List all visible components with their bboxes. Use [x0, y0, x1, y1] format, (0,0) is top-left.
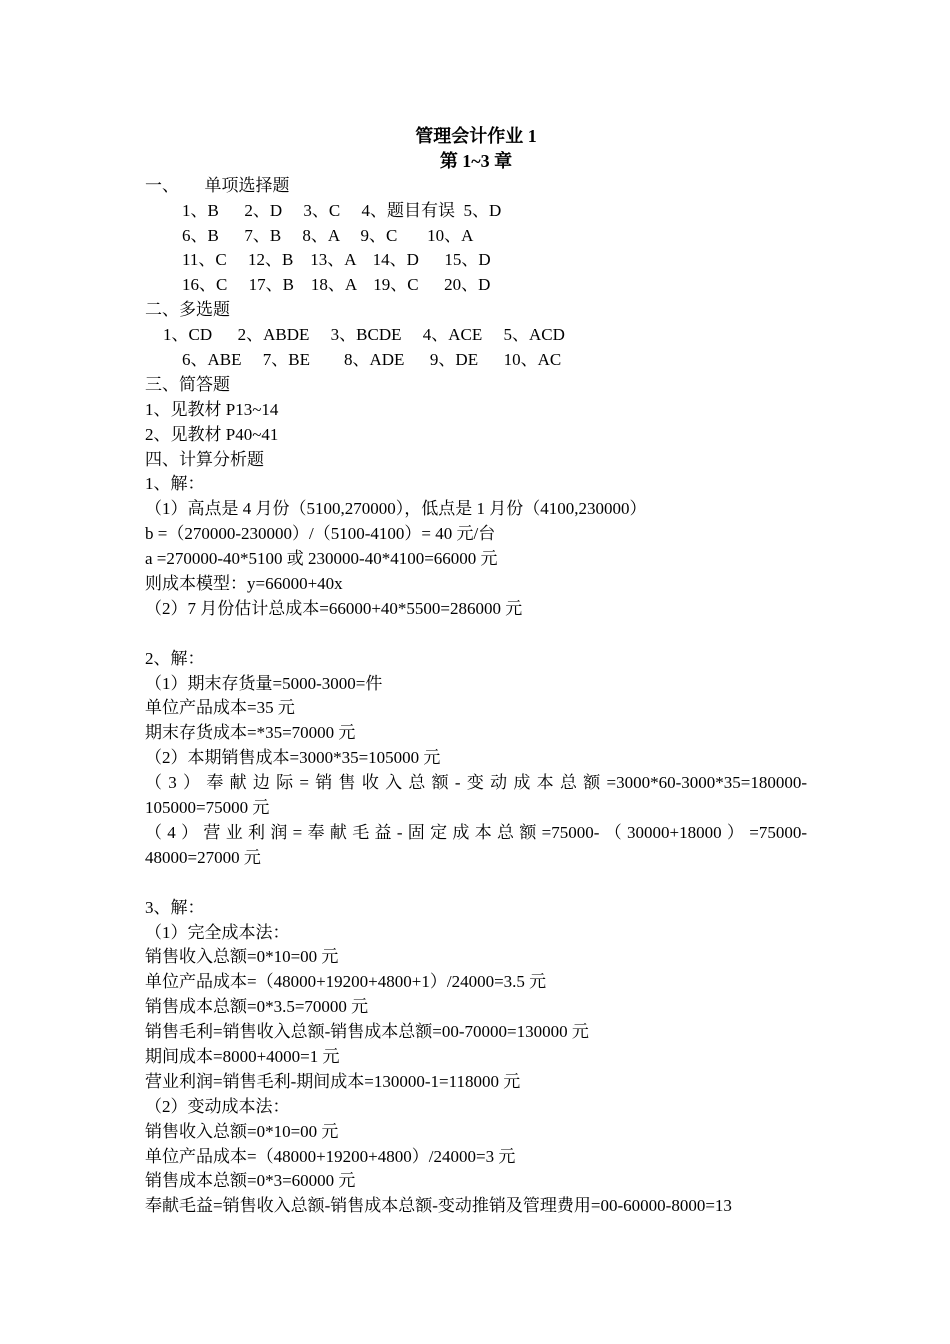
multi-choice-row: 6、ABE 7、BE 8、ADE 9、DE 10、AC [182, 350, 562, 370]
single-choice-row: 16、C 17、B 18、A 19、C 20、D [182, 275, 491, 295]
question-2-line: （2）本期销售成本=3000*35=105000 元 [145, 748, 441, 768]
section-3-heading: 三、简答题 [145, 374, 230, 394]
question-3-label: 3、解： [145, 897, 205, 917]
question-2-line: （4）营业利润=奉献毛益-固定成本总额=75000-（30000+18000）=75000- [145, 822, 807, 842]
question-2-line: 单位产品成本=35 元 [145, 698, 295, 718]
single-choice-row: 11、C 12、B 13、A 14、D 15、D [182, 250, 491, 270]
question-2-line: （1）期末存货量=5000-3000=件 [145, 673, 383, 693]
question-3-line: 销售毛利=销售收入总额-销售成本总额=00-70000=130000 元 [145, 1022, 589, 1042]
chapter-subtitle: 第 1~3 章 [439, 150, 513, 171]
question-1-line: b =（270000-230000）/（5100-4100）= 40 元/台 [145, 524, 496, 544]
question-1-line: a =270000-40*5100 或 230000-40*4100=66000 元 [145, 549, 498, 569]
short-answer-item: 2、见教材 P40~41 [145, 424, 279, 444]
question-3-line: （1）完全成本法： [145, 922, 290, 942]
question-3-line: 销售成本总额=0*3.5=70000 元 [145, 997, 369, 1017]
question-3-line: （2）变动成本法： [145, 1096, 290, 1116]
document-body [145, 124, 807, 1219]
page-title: 管理会计作业 1 [415, 126, 537, 146]
question-2-label: 2、解： [145, 648, 205, 668]
question-1-line: 则成本模型：y=66000+40x [145, 574, 343, 594]
question-3-line: 期间成本=8000+4000=1 元 [145, 1046, 340, 1066]
blank-line [145, 622, 807, 647]
single-choice-row: 6、B 7、B 8、A 9、C 10、A [182, 225, 474, 245]
question-2-line: 期末存货成本=*35=70000 元 [145, 723, 356, 743]
question-2-line: 105000=75000 元 [145, 798, 270, 818]
question-3-line: 营业利润=销售毛利-期间成本=130000-1=118000 元 [145, 1071, 521, 1091]
question-3-line: 销售收入总额=0*10=00 元 [145, 947, 339, 967]
multi-choice-row: 1、CD 2、ABDE 3、BCDE 4、ACE 5、ACD [163, 325, 565, 345]
question-2-line: （3）奉献边际=销售收入总额-变动成本总额=3000*60-3000*35=180000- [145, 773, 807, 793]
single-choice-row: 1、B 2、D 3、C 4、题目有误 5、D [182, 200, 502, 220]
question-2-line: 48000=27000 元 [145, 847, 261, 867]
section-1-heading: 一、 单项选择题 [145, 175, 290, 195]
short-answer-item: 1、见教材 P13~14 [145, 399, 279, 419]
question-1-line: （2）7 月份估计总成本=66000+40*5500=286000 元 [145, 598, 523, 618]
section-2-heading: 二、多选题 [145, 300, 230, 320]
question-1-label: 1、解： [145, 474, 205, 494]
question-3-line: 销售成本总额=0*3=60000 元 [145, 1171, 356, 1191]
question-3-line: 单位产品成本=（48000+19200+4800+1）/24000=3.5 元 [145, 972, 547, 992]
question-3-line: 单位产品成本=（48000+19200+4800）/24000=3 元 [145, 1146, 516, 1166]
question-3-line: 销售收入总额=0*10=00 元 [145, 1121, 339, 1141]
question-3-line: 奉献毛益=销售收入总额-销售成本总额-变动推销及管理费用=00-60000-8000=13 [145, 1196, 732, 1216]
question-1-line: （1）高点是 4 月份（5100,270000），低点是 1 月份（4100,230000） [145, 499, 647, 519]
section-4-heading: 四、计算分析题 [145, 449, 264, 469]
blank-line [145, 871, 807, 896]
